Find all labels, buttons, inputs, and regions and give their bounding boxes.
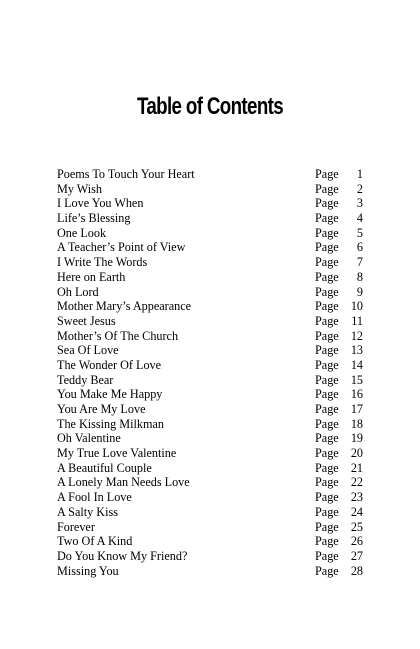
toc-page-number: 21 bbox=[350, 460, 363, 475]
toc-row bbox=[57, 431, 363, 446]
toc-row bbox=[57, 534, 363, 549]
toc-row bbox=[57, 417, 363, 432]
toc-page-number: 20 bbox=[350, 446, 363, 461]
toc-page-number: 12 bbox=[350, 328, 363, 343]
page-title: Table of Contents bbox=[136, 93, 284, 120]
toc-page-label: Page bbox=[315, 328, 339, 343]
toc-page-label: Page bbox=[315, 211, 339, 226]
toc-page-number: 16 bbox=[350, 387, 363, 402]
toc-entry-title: A Salty Kiss bbox=[57, 504, 118, 519]
toc-entry-title: A Beautiful Couple bbox=[57, 460, 152, 475]
toc-page-label: Page bbox=[315, 402, 339, 416]
toc-page-number: 10 bbox=[350, 299, 363, 314]
toc-row bbox=[57, 299, 363, 314]
toc-page-number: 6 bbox=[356, 240, 363, 255]
toc-row bbox=[57, 387, 363, 402]
toc-row bbox=[57, 475, 363, 490]
toc-row bbox=[57, 196, 363, 211]
toc-row bbox=[57, 211, 363, 226]
toc-entry-title: The Wonder Of Love bbox=[57, 357, 162, 372]
toc-page-label: Page bbox=[315, 313, 339, 328]
toc-entry-title: Missing You bbox=[57, 563, 119, 578]
toc-page-label: Page bbox=[315, 167, 339, 181]
toc-row bbox=[57, 358, 363, 373]
toc-entry-title: Oh Lord bbox=[57, 284, 99, 299]
toc-page-number: 28 bbox=[350, 563, 363, 578]
toc-page-label: Page bbox=[315, 255, 339, 270]
toc-row bbox=[57, 270, 363, 285]
toc-page-number: 11 bbox=[351, 313, 363, 328]
toc-page-number: 8 bbox=[356, 269, 363, 284]
toc-entry-title: Forever bbox=[57, 519, 95, 534]
toc-row bbox=[57, 402, 363, 417]
toc-row bbox=[57, 505, 363, 520]
toc-entry-title: My Wish bbox=[57, 181, 102, 196]
toc-page-label: Page bbox=[315, 387, 339, 402]
toc-page-number: 18 bbox=[350, 416, 363, 431]
toc-entry-title: One Look bbox=[57, 225, 107, 240]
toc-page-number: 5 bbox=[356, 225, 363, 240]
toc-page-label: Page bbox=[315, 519, 339, 534]
toc-entry-title: Here on Earth bbox=[57, 269, 126, 284]
toc-page-label: Page bbox=[315, 372, 339, 387]
toc-page-number: 3 bbox=[356, 196, 363, 211]
toc-row bbox=[57, 564, 363, 579]
toc-page-number: 2 bbox=[356, 181, 363, 196]
toc-row bbox=[57, 549, 363, 564]
toc-row bbox=[57, 329, 363, 344]
toc-page-label: Page bbox=[315, 475, 339, 490]
toc-page-number: 27 bbox=[350, 548, 363, 563]
toc-page-number: 23 bbox=[350, 490, 363, 505]
toc-entry-title: Poems To Touch Your Heart bbox=[57, 167, 195, 181]
toc-page-label: Page bbox=[315, 416, 339, 431]
toc-entry-title: Teddy Bear bbox=[57, 372, 114, 387]
toc-entry-title: Oh Valentine bbox=[57, 431, 121, 446]
toc-row bbox=[57, 240, 363, 255]
toc-entry-title: I Love You When bbox=[57, 196, 144, 211]
toc-page-number: 17 bbox=[350, 402, 363, 416]
toc-page-label: Page bbox=[315, 490, 339, 505]
toc-entry-title: Do You Know My Friend? bbox=[57, 548, 188, 563]
toc-page-label: Page bbox=[315, 460, 339, 475]
toc-page-label: Page bbox=[315, 299, 339, 314]
toc-page-label: Page bbox=[315, 196, 339, 211]
toc-entry-title: Life’s Blessing bbox=[57, 211, 131, 226]
toc-page-label: Page bbox=[315, 240, 339, 255]
toc-list bbox=[57, 167, 363, 578]
toc-page-number: 4 bbox=[356, 211, 363, 226]
toc-page-number: 7 bbox=[356, 255, 363, 270]
toc-row bbox=[57, 314, 363, 329]
toc-page-label: Page bbox=[315, 431, 339, 446]
toc-row bbox=[57, 167, 363, 182]
toc-row bbox=[57, 285, 363, 300]
toc-page-label: Page bbox=[315, 181, 339, 196]
toc-entry-title: A Lonely Man Needs Love bbox=[57, 475, 190, 490]
toc-entry-title: My True Love Valentine bbox=[57, 446, 177, 461]
toc-row bbox=[57, 446, 363, 461]
toc-entry-title: A Teacher’s Point of View bbox=[57, 240, 186, 255]
toc-entry-title: Two Of A Kind bbox=[57, 534, 133, 549]
toc-page-number: 25 bbox=[350, 519, 363, 534]
toc-entry-title: Mother Mary’s Appearance bbox=[57, 299, 192, 314]
toc-page-label: Page bbox=[315, 548, 339, 563]
toc-page-number: 19 bbox=[350, 431, 363, 446]
toc-page-number: 9 bbox=[356, 284, 363, 299]
toc-row bbox=[57, 226, 363, 241]
toc-entry-title: You Are My Love bbox=[57, 402, 146, 416]
toc-page-number: 13 bbox=[350, 343, 363, 358]
toc-entry-title: Mother’s Of The Church bbox=[57, 328, 179, 343]
toc-page-number: 22 bbox=[350, 475, 363, 490]
toc-page-number: 1 bbox=[356, 167, 363, 181]
toc-page-label: Page bbox=[315, 269, 339, 284]
toc-entry-title: The Kissing Milkman bbox=[57, 416, 164, 431]
toc-entry-title: You Make Me Happy bbox=[57, 387, 163, 402]
toc-row bbox=[57, 490, 363, 505]
toc-row bbox=[57, 520, 363, 535]
toc-row bbox=[57, 461, 363, 476]
toc-row bbox=[57, 255, 363, 270]
toc-page-label: Page bbox=[315, 225, 339, 240]
toc-page-label: Page bbox=[315, 357, 339, 372]
toc-page-number: 24 bbox=[350, 504, 363, 519]
toc-page-number: 15 bbox=[350, 372, 363, 387]
toc-entry-title: I Write The Words bbox=[57, 255, 148, 270]
toc-page-label: Page bbox=[315, 284, 339, 299]
toc-page-number: 14 bbox=[350, 357, 363, 372]
toc-page-number: 26 bbox=[350, 534, 363, 549]
toc-row bbox=[57, 373, 363, 388]
toc-row bbox=[57, 343, 363, 358]
toc-entry-title: Sweet Jesus bbox=[57, 313, 116, 328]
toc-page-label: Page bbox=[315, 504, 339, 519]
toc-page-label: Page bbox=[315, 343, 339, 358]
toc-page-label: Page bbox=[315, 534, 339, 549]
toc-entry-title: A Fool In Love bbox=[57, 490, 132, 505]
toc-row bbox=[57, 182, 363, 197]
toc-page-label: Page bbox=[315, 446, 339, 461]
toc-page-label: Page bbox=[315, 563, 339, 578]
toc-entry-title: Sea Of Love bbox=[57, 343, 119, 358]
